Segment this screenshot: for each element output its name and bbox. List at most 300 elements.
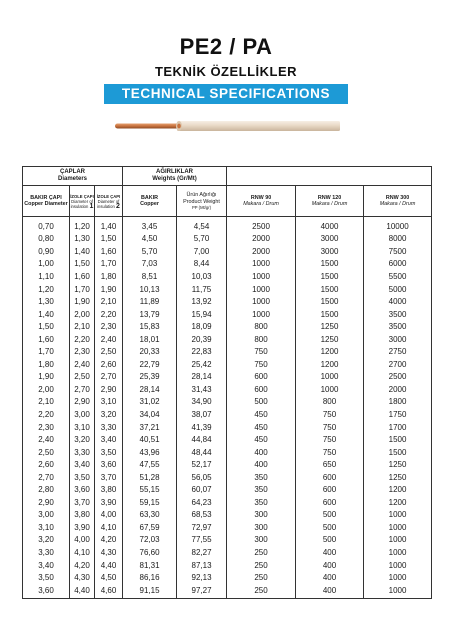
cell-copper-weight: 91,15 [123,584,177,599]
cell-rnw300: 3000 [364,333,432,346]
cell-insulation-diameter-1: 2,00 [70,308,95,321]
table-row [23,433,432,446]
cell-insulation-diameter-1: 3,90 [70,521,95,534]
cable-conductor [115,124,185,129]
cell-insulation-diameter-1: 3,30 [70,446,95,459]
cell-rnw120: 1500 [296,295,364,308]
col-ins2-tr: İZOLE ÇAPI [96,193,121,199]
cell-rnw120: 4000 [296,220,364,233]
table-row [23,295,432,308]
cell-rnw300: 1700 [364,421,432,434]
cell-insulation-diameter-2: 1,70 [95,258,123,271]
cell-insulation-diameter-1: 2,50 [70,371,95,384]
cell-product-weight: 25,42 [177,358,227,371]
cell-insulation-diameter-1: 3,20 [70,433,95,446]
cell-rnw120: 1250 [296,333,364,346]
cell-rnw120: 600 [296,483,364,496]
cell-rnw120: 1200 [296,358,364,371]
cell-insulation-diameter-1: 4,10 [70,546,95,559]
table-row [23,371,432,384]
table-row [23,220,432,233]
cell-copper-weight: 37,21 [123,421,177,434]
cell-insulation-diameter-1: 4,30 [70,571,95,584]
cell-insulation-diameter-2: 4,30 [95,546,123,559]
cell-rnw300: 10000 [364,220,432,233]
cell-product-weight: 38,07 [177,408,227,421]
weights-tr-label: AĞIRLIKLAR [156,169,194,175]
cell-rnw120: 1200 [296,345,364,358]
cell-rnw120: 650 [296,458,364,471]
cell-rnw90: 800 [227,320,296,333]
cell-copper-diameter: 3,10 [23,521,70,534]
cell-product-weight: 82,27 [177,546,227,559]
table-row [23,283,432,296]
cell-rnw300: 4000 [364,295,432,308]
cell-copper-diameter: 0,70 [23,220,70,233]
cell-copper-diameter: 0,90 [23,245,70,258]
cell-product-weight: 20,39 [177,333,227,346]
cell-copper-diameter: 1,60 [23,333,70,346]
col-rnw300-en: Makara / Drum [379,201,416,207]
cell-rnw300: 1500 [364,446,432,459]
cell-rnw90: 300 [227,521,296,534]
cell-copper-diameter: 2,40 [23,433,70,446]
cell-rnw90: 450 [227,408,296,421]
weights-group-header [123,167,227,186]
cell-insulation-diameter-2: 3,30 [95,421,123,434]
cell-product-weight: 92,13 [177,571,227,584]
cell-insulation-diameter-2: 3,90 [95,496,123,509]
table-row [23,471,432,484]
cell-copper-weight: 40,51 [123,433,177,446]
cell-rnw120: 1000 [296,371,364,384]
table-row [23,458,432,471]
col-rnw90 [227,186,296,217]
cell-insulation-diameter-1: 4,00 [70,534,95,547]
cell-rnw90: 350 [227,471,296,484]
cell-insulation-diameter-1: 1,70 [70,283,95,296]
cell-rnw300: 1000 [364,534,432,547]
table-row [23,483,432,496]
cell-rnw90: 1000 [227,308,296,321]
cell-copper-diameter: 2,80 [23,483,70,496]
cell-rnw300: 1750 [364,408,432,421]
cell-rnw120: 400 [296,559,364,572]
cell-insulation-diameter-2: 1,60 [95,245,123,258]
cell-product-weight: 34,90 [177,396,227,409]
cell-copper-diameter: 2,10 [23,396,70,409]
cell-rnw120: 800 [296,396,364,409]
table-row [23,320,432,333]
cell-insulation-diameter-1: 1,40 [70,245,95,258]
cell-insulation-diameter-1: 3,10 [70,421,95,434]
cell-rnw120: 400 [296,584,364,599]
col-product-weight-tr: Ürün Ağırlığı [186,192,217,199]
cell-product-weight: 7,00 [177,245,227,258]
cell-copper-weight: 5,70 [123,245,177,258]
cell-rnw90: 250 [227,571,296,584]
col-rnw120-tr: RNW 120 [317,194,342,201]
table-body [23,220,432,598]
table-row [23,358,432,371]
cell-rnw300: 1500 [364,433,432,446]
cell-rnw90: 250 [227,584,296,599]
cell-insulation-diameter-2: 1,90 [95,283,123,296]
table-row [23,233,432,246]
col-rnw90-en: Makara / Drum [243,201,279,207]
cell-copper-diameter: 3,50 [23,571,70,584]
cell-insulation-diameter-2: 1,80 [95,270,123,283]
table-row [23,396,432,409]
cell-copper-weight: 47,55 [123,458,177,471]
cell-rnw120: 400 [296,546,364,559]
col-copper-en: Copper [140,201,159,207]
cell-insulation-diameter-2: 4,40 [95,559,123,572]
table-row [23,521,432,534]
col-ins2-en1: Diameter of [97,198,120,204]
cell-rnw120: 750 [296,433,364,446]
cell-copper-weight: 51,28 [123,471,177,484]
cell-insulation-diameter-2: 3,20 [95,408,123,421]
cell-rnw300: 2500 [364,371,432,384]
cell-copper-diameter: 2,30 [23,421,70,434]
cell-rnw90: 250 [227,559,296,572]
cell-insulation-diameter-1: 2,10 [70,320,95,333]
cell-copper-diameter: 1,50 [23,320,70,333]
cell-copper-diameter: 3,00 [23,509,70,522]
cable-insulation [177,121,340,131]
cell-insulation-diameter-1: 3,00 [70,408,95,421]
cell-rnw120: 750 [296,446,364,459]
cell-copper-weight: 43,96 [123,446,177,459]
table-row [23,408,432,421]
table-row [23,270,432,283]
cell-insulation-diameter-1: 2,30 [70,345,95,358]
col-rnw120 [296,186,364,217]
cell-product-weight: 60,07 [177,483,227,496]
cell-rnw300: 2750 [364,345,432,358]
cell-rnw300: 1200 [364,496,432,509]
cell-copper-weight: 63,30 [123,509,177,522]
cell-insulation-diameter-1: 1,60 [70,270,95,283]
table-row [23,534,432,547]
cell-insulation-diameter-2: 3,60 [95,458,123,471]
section-banner: TECHNICAL SPECIFICATIONS [104,84,348,104]
cell-rnw300: 1000 [364,584,432,599]
cell-insulation-diameter-1: 3,50 [70,471,95,484]
table-row [23,496,432,509]
col-copper-diameter-tr: BAKIR ÇAPI [30,194,62,201]
col-copper-diameter-en: Copper Diameter [24,201,68,207]
cell-copper-diameter: 1,00 [23,258,70,271]
cell-rnw300: 8000 [364,233,432,246]
col-copper-weight [123,186,177,217]
cell-rnw90: 350 [227,496,296,509]
cell-rnw120: 1250 [296,320,364,333]
cell-rnw120: 600 [296,471,364,484]
cell-insulation-diameter-2: 2,10 [95,295,123,308]
cell-copper-diameter: 2,70 [23,471,70,484]
cell-product-weight: 48,44 [177,446,227,459]
cell-insulation-diameter-1: 3,60 [70,483,95,496]
cell-product-weight: 77,55 [177,534,227,547]
cell-insulation-diameter-2: 2,90 [95,383,123,396]
cell-insulation-diameter-2: 1,50 [95,233,123,246]
cell-insulation-diameter-2: 4,50 [95,571,123,584]
cell-insulation-diameter-1: 2,40 [70,358,95,371]
table-row [23,421,432,434]
table-row [23,509,432,522]
cell-insulation-diameter-2: 3,10 [95,396,123,409]
cell-copper-weight: 72,03 [123,534,177,547]
col-copper-tr: BAKIR [140,194,159,201]
cell-rnw90: 2500 [227,220,296,233]
group-header-row [23,167,432,186]
cell-rnw120: 1500 [296,283,364,296]
cell-rnw120: 3000 [296,233,364,246]
col-insulation-diameter-2 [95,186,123,217]
cell-copper-weight: 15,83 [123,320,177,333]
cell-rnw300: 5000 [364,283,432,296]
col-ins1-en1: Diameter of [71,198,93,204]
cell-rnw300: 1000 [364,571,432,584]
cell-rnw300: 2700 [364,358,432,371]
cell-product-weight: 18,09 [177,320,227,333]
cell-copper-weight: 18,01 [123,333,177,346]
col-ins1-num: 1 [89,202,94,210]
cell-insulation-diameter-2: 3,40 [95,433,123,446]
cell-copper-diameter: 2,20 [23,408,70,421]
cell-rnw90: 450 [227,433,296,446]
cell-rnw90: 250 [227,546,296,559]
cell-copper-weight: 31,02 [123,396,177,409]
cell-copper-diameter: 1,40 [23,308,70,321]
cell-rnw90: 750 [227,345,296,358]
diameters-en-label: Diameters [58,176,88,182]
cell-insulation-diameter-1: 4,40 [70,584,95,599]
cell-rnw300: 3500 [364,308,432,321]
cell-product-weight: 52,17 [177,458,227,471]
cell-rnw90: 750 [227,358,296,371]
col-ins2-en2: insulation [97,203,115,209]
table-row [23,546,432,559]
cell-insulation-diameter-2: 2,20 [95,308,123,321]
cell-insulation-diameter-2: 4,60 [95,584,123,599]
cell-copper-diameter: 1,80 [23,358,70,371]
cell-copper-weight: 4,50 [123,233,177,246]
cell-rnw120: 500 [296,509,364,522]
weights-en-label: Weights (Gr/Mt) [152,176,197,182]
col-insulation-diameter-1 [70,186,95,217]
cell-insulation-diameter-2: 4,10 [95,521,123,534]
cell-insulation-diameter-2: 3,50 [95,446,123,459]
cell-copper-diameter: 2,60 [23,458,70,471]
cell-rnw90: 1000 [227,283,296,296]
cell-copper-weight: 3,45 [123,220,177,233]
cell-rnw120: 500 [296,521,364,534]
cell-insulation-diameter-1: 2,90 [70,396,95,409]
cell-rnw300: 1000 [364,559,432,572]
cell-insulation-diameter-1: 1,30 [70,233,95,246]
cell-copper-weight: 67,59 [123,521,177,534]
specifications-table [22,166,432,599]
column-header-row [23,186,432,217]
cell-product-weight: 44,84 [177,433,227,446]
cell-rnw300: 1250 [364,458,432,471]
cell-copper-weight: 22,79 [123,358,177,371]
cell-rnw120: 1500 [296,270,364,283]
cell-copper-weight: 25,39 [123,371,177,384]
cell-insulation-diameter-1: 2,20 [70,333,95,346]
cell-product-weight: 11,75 [177,283,227,296]
cell-insulation-diameter-1: 4,20 [70,559,95,572]
cell-rnw300: 1800 [364,396,432,409]
cell-rnw300: 1250 [364,471,432,484]
cell-rnw90: 800 [227,333,296,346]
cell-insulation-diameter-2: 2,40 [95,333,123,346]
cell-product-weight: 8,44 [177,258,227,271]
table-row [23,245,432,258]
col-ins1-tr: İZOLE ÇAPI [70,193,94,199]
cell-rnw300: 1000 [364,509,432,522]
cell-insulation-diameter-2: 2,30 [95,320,123,333]
cell-copper-diameter: 1,10 [23,270,70,283]
col-copper-diameter [23,186,70,217]
page-title: PE2 / PA [179,34,273,59]
cell-copper-weight: 11,89 [123,295,177,308]
cell-product-weight: 15,94 [177,308,227,321]
cell-copper-diameter: 1,70 [23,345,70,358]
cell-rnw90: 1000 [227,270,296,283]
cell-insulation-diameter-1: 1,50 [70,258,95,271]
cell-product-weight: 13,92 [177,295,227,308]
cell-copper-diameter: 2,90 [23,496,70,509]
diameters-tr-label: ÇAPLAR [60,169,85,175]
cell-insulation-diameter-2: 2,70 [95,371,123,384]
cell-copper-weight: 34,04 [123,408,177,421]
col-rnw90-tr: RNW 90 [250,194,272,201]
cell-copper-weight: 81,31 [123,559,177,572]
cell-rnw90: 400 [227,446,296,459]
col-ins2-num: 2 [115,202,120,210]
cell-rnw90: 350 [227,483,296,496]
cell-rnw90: 1000 [227,258,296,271]
cell-copper-weight: 10,13 [123,283,177,296]
cell-copper-weight: 76,60 [123,546,177,559]
cell-copper-weight: 86,16 [123,571,177,584]
cell-copper-diameter: 3,30 [23,546,70,559]
cell-copper-weight: 55,15 [123,483,177,496]
cell-rnw90: 600 [227,371,296,384]
cell-copper-diameter: 1,90 [23,371,70,384]
cell-insulation-diameter-2: 1,40 [95,220,123,233]
cell-product-weight: 22,83 [177,345,227,358]
cell-copper-weight: 8,51 [123,270,177,283]
cell-rnw300: 1200 [364,483,432,496]
cell-product-weight: 72,97 [177,521,227,534]
cell-rnw300: 1000 [364,521,432,534]
cell-insulation-diameter-1: 3,80 [70,509,95,522]
cell-rnw300: 3500 [364,320,432,333]
cell-insulation-diameter-2: 2,60 [95,358,123,371]
table-row [23,446,432,459]
cell-insulation-diameter-1: 1,90 [70,295,95,308]
cell-product-weight: 87,13 [177,559,227,572]
col-product-weight [177,186,227,217]
cell-rnw90: 400 [227,458,296,471]
cell-rnw90: 300 [227,509,296,522]
cell-insulation-diameter-2: 4,20 [95,534,123,547]
cell-product-weight: 68,53 [177,509,227,522]
cell-insulation-diameter-1: 1,20 [70,220,95,233]
table-row [23,571,432,584]
cell-insulation-diameter-2: 4,00 [95,509,123,522]
cell-rnw300: 5500 [364,270,432,283]
cell-copper-diameter: 1,20 [23,283,70,296]
col-product-weight-sub: PP (Mt/gr) [192,204,212,210]
cell-rnw120: 750 [296,408,364,421]
cell-copper-weight: 20,33 [123,345,177,358]
cell-insulation-diameter-1: 3,70 [70,496,95,509]
cell-copper-weight: 13,79 [123,308,177,321]
cell-rnw90: 500 [227,396,296,409]
cell-copper-diameter: 2,50 [23,446,70,459]
cell-rnw300: 6000 [364,258,432,271]
cell-copper-diameter: 3,40 [23,559,70,572]
cell-product-weight: 56,05 [177,471,227,484]
drum-group-header [227,167,432,186]
table-row [23,258,432,271]
table-row [23,333,432,346]
cell-product-weight: 97,27 [177,584,227,599]
cell-product-weight: 64,23 [177,496,227,509]
col-ins1-en2: insulation [70,203,89,209]
cell-product-weight: 5,70 [177,233,227,246]
cell-copper-diameter: 3,20 [23,534,70,547]
cell-rnw120: 1500 [296,258,364,271]
cell-rnw120: 400 [296,571,364,584]
col-rnw300 [364,186,432,217]
cell-rnw90: 600 [227,383,296,396]
cell-rnw120: 500 [296,534,364,547]
col-product-weight-en: Product Weight [183,198,220,205]
cell-copper-weight: 7,03 [123,258,177,271]
cell-copper-weight: 28,14 [123,383,177,396]
table-row [23,345,432,358]
cell-rnw90: 1000 [227,295,296,308]
table-row [23,584,432,599]
cell-rnw120: 1000 [296,383,364,396]
cell-product-weight: 41,39 [177,421,227,434]
cell-rnw300: 2000 [364,383,432,396]
col-rnw120-en: Makara / Drum [311,201,348,207]
cell-insulation-diameter-1: 3,40 [70,458,95,471]
cell-rnw90: 2000 [227,245,296,258]
cell-copper-weight: 59,15 [123,496,177,509]
cell-insulation-diameter-2: 3,80 [95,483,123,496]
cell-copper-diameter: 0,80 [23,233,70,246]
cell-rnw300: 7500 [364,245,432,258]
cell-rnw90: 450 [227,421,296,434]
page-subtitle: TEKNİK ÖZELLİKLER [154,64,298,79]
cell-rnw120: 1500 [296,308,364,321]
cell-rnw120: 3000 [296,245,364,258]
cell-rnw90: 300 [227,534,296,547]
cell-product-weight: 31,43 [177,383,227,396]
cell-insulation-diameter-1: 2,70 [70,383,95,396]
cell-product-weight: 28,14 [177,371,227,384]
table-row [23,383,432,396]
